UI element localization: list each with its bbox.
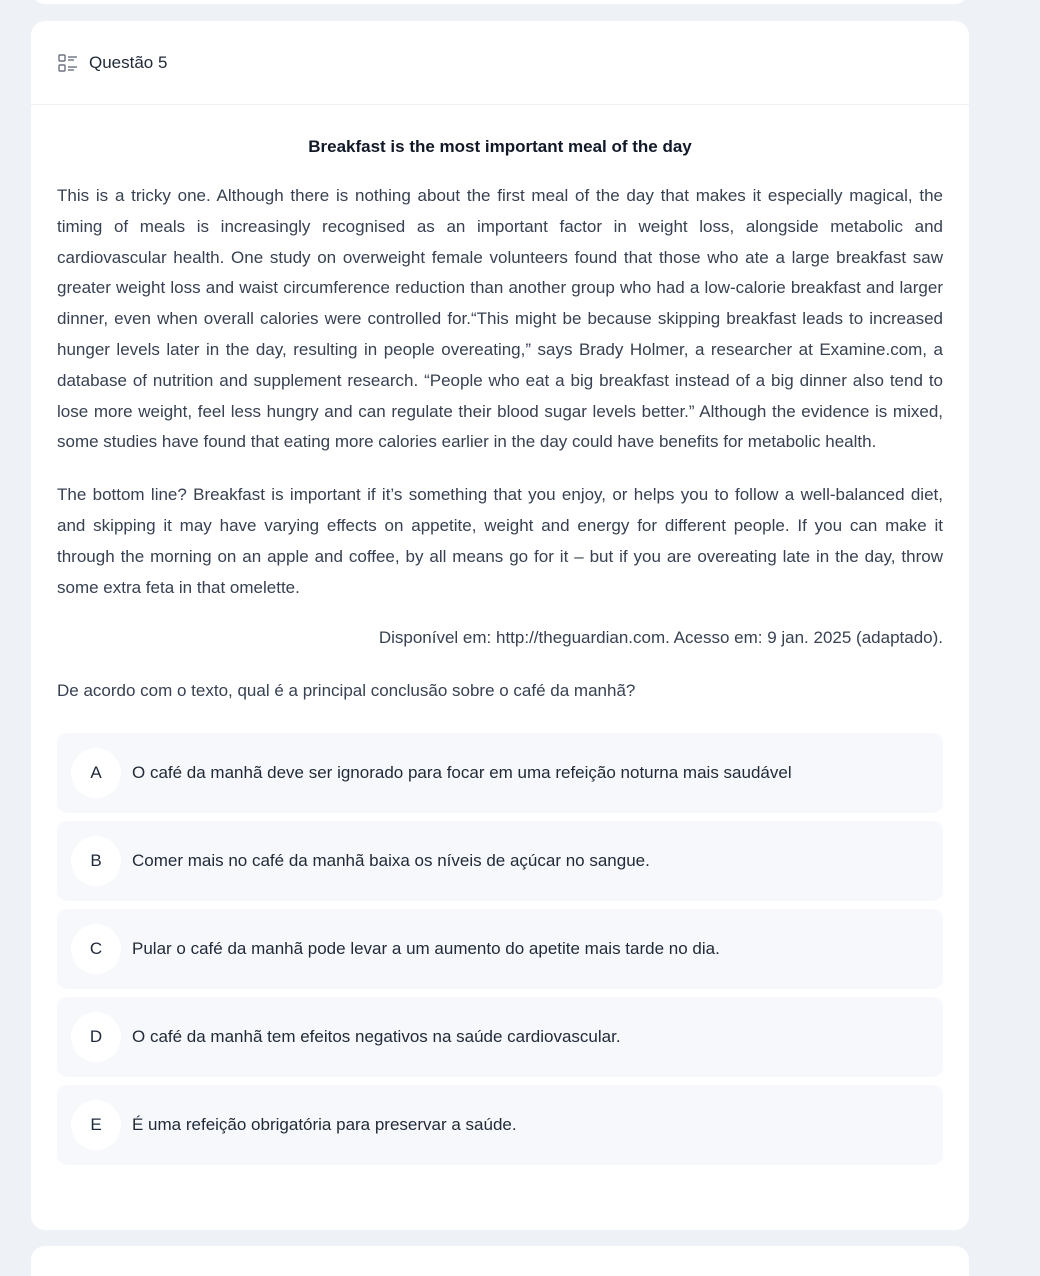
option-letter: C	[71, 924, 121, 974]
option-c[interactable]	[57, 909, 943, 989]
option-letter: B	[71, 836, 121, 886]
answer-options	[57, 733, 943, 1165]
option-e[interactable]	[57, 1085, 943, 1165]
passage-source: Disponível em: http://theguardian.com. Acesso em: 9 jan. 2025 (adaptado).	[378, 628, 943, 648]
option-text: Pular o café da manhã pode levar a um aumento do apetite mais tarde no dia.	[132, 939, 720, 959]
passage-title: Breakfast is the most important meal of the day	[308, 137, 692, 156]
option-text: O café da manhã tem efeitos negativos na saúde cardiovascular.	[132, 1027, 621, 1047]
list-icon	[58, 54, 78, 72]
option-letter: E	[71, 1100, 121, 1150]
question-title: Questão 5	[89, 52, 168, 72]
question-header	[31, 21, 969, 105]
passage-paragraph-1: This is a tricky one. Although there is nothing about the first meal of the day that makes it especially magical, the timing of meals is increasingly recognised as an important factor in weight loss, alongside metabolic and cardiovascular health. One study on overweight female volunteers found that those who ate a large breakfast saw greater weight loss and waist circumference reduction than another group who had a low-calorie breakfast and larger dinner, even when overall calories were controlled for.“This might be because skipping breakfast leads to increased hunger levels later in the day, resulting in people overeating,” says Brady Holmer, a researcher at Examine.com, a database of nutrition and supplement research. “People who eat a big breakfast instead of a big dinner also tend to lose more weight, feel less hungry and can regulate their blood sugar levels better.” Although the evidence is mixed, some studies have found that eating more calories earlier in the day could have benefits for metabolic health.	[57, 186, 943, 452]
option-b[interactable]	[57, 821, 943, 901]
option-text: É uma refeição obrigatória para preservar a saúde.	[132, 1115, 517, 1135]
option-text: O café da manhã deve ser ignorado para focar em uma refeição noturna mais saudável	[132, 763, 792, 783]
option-letter: A	[71, 748, 121, 798]
option-text: Comer mais no café da manhã baixa os níveis de açúcar no sangue.	[132, 851, 650, 871]
question-prompt: De acordo com o texto, qual é a principal conclusão sobre o café da manhã?	[57, 681, 636, 701]
question-body	[31, 135, 969, 1165]
previous-question-card	[31, 0, 969, 4]
question-card	[31, 21, 969, 1230]
option-a[interactable]	[57, 733, 943, 813]
option-d[interactable]	[57, 997, 943, 1077]
passage-paragraph-2: The bottom line? Breakfast is important if it’s something that you enjoy, or helps you to follow a well-balanced diet, and skipping it may have varying effects on appetite, weight and energy for different people. If you can make it through the morning on an apple and coffee, by all means go for it – but if you are overeating late in the day, throw some extra feta in that omelette.	[57, 485, 943, 597]
option-letter: D	[71, 1012, 121, 1062]
